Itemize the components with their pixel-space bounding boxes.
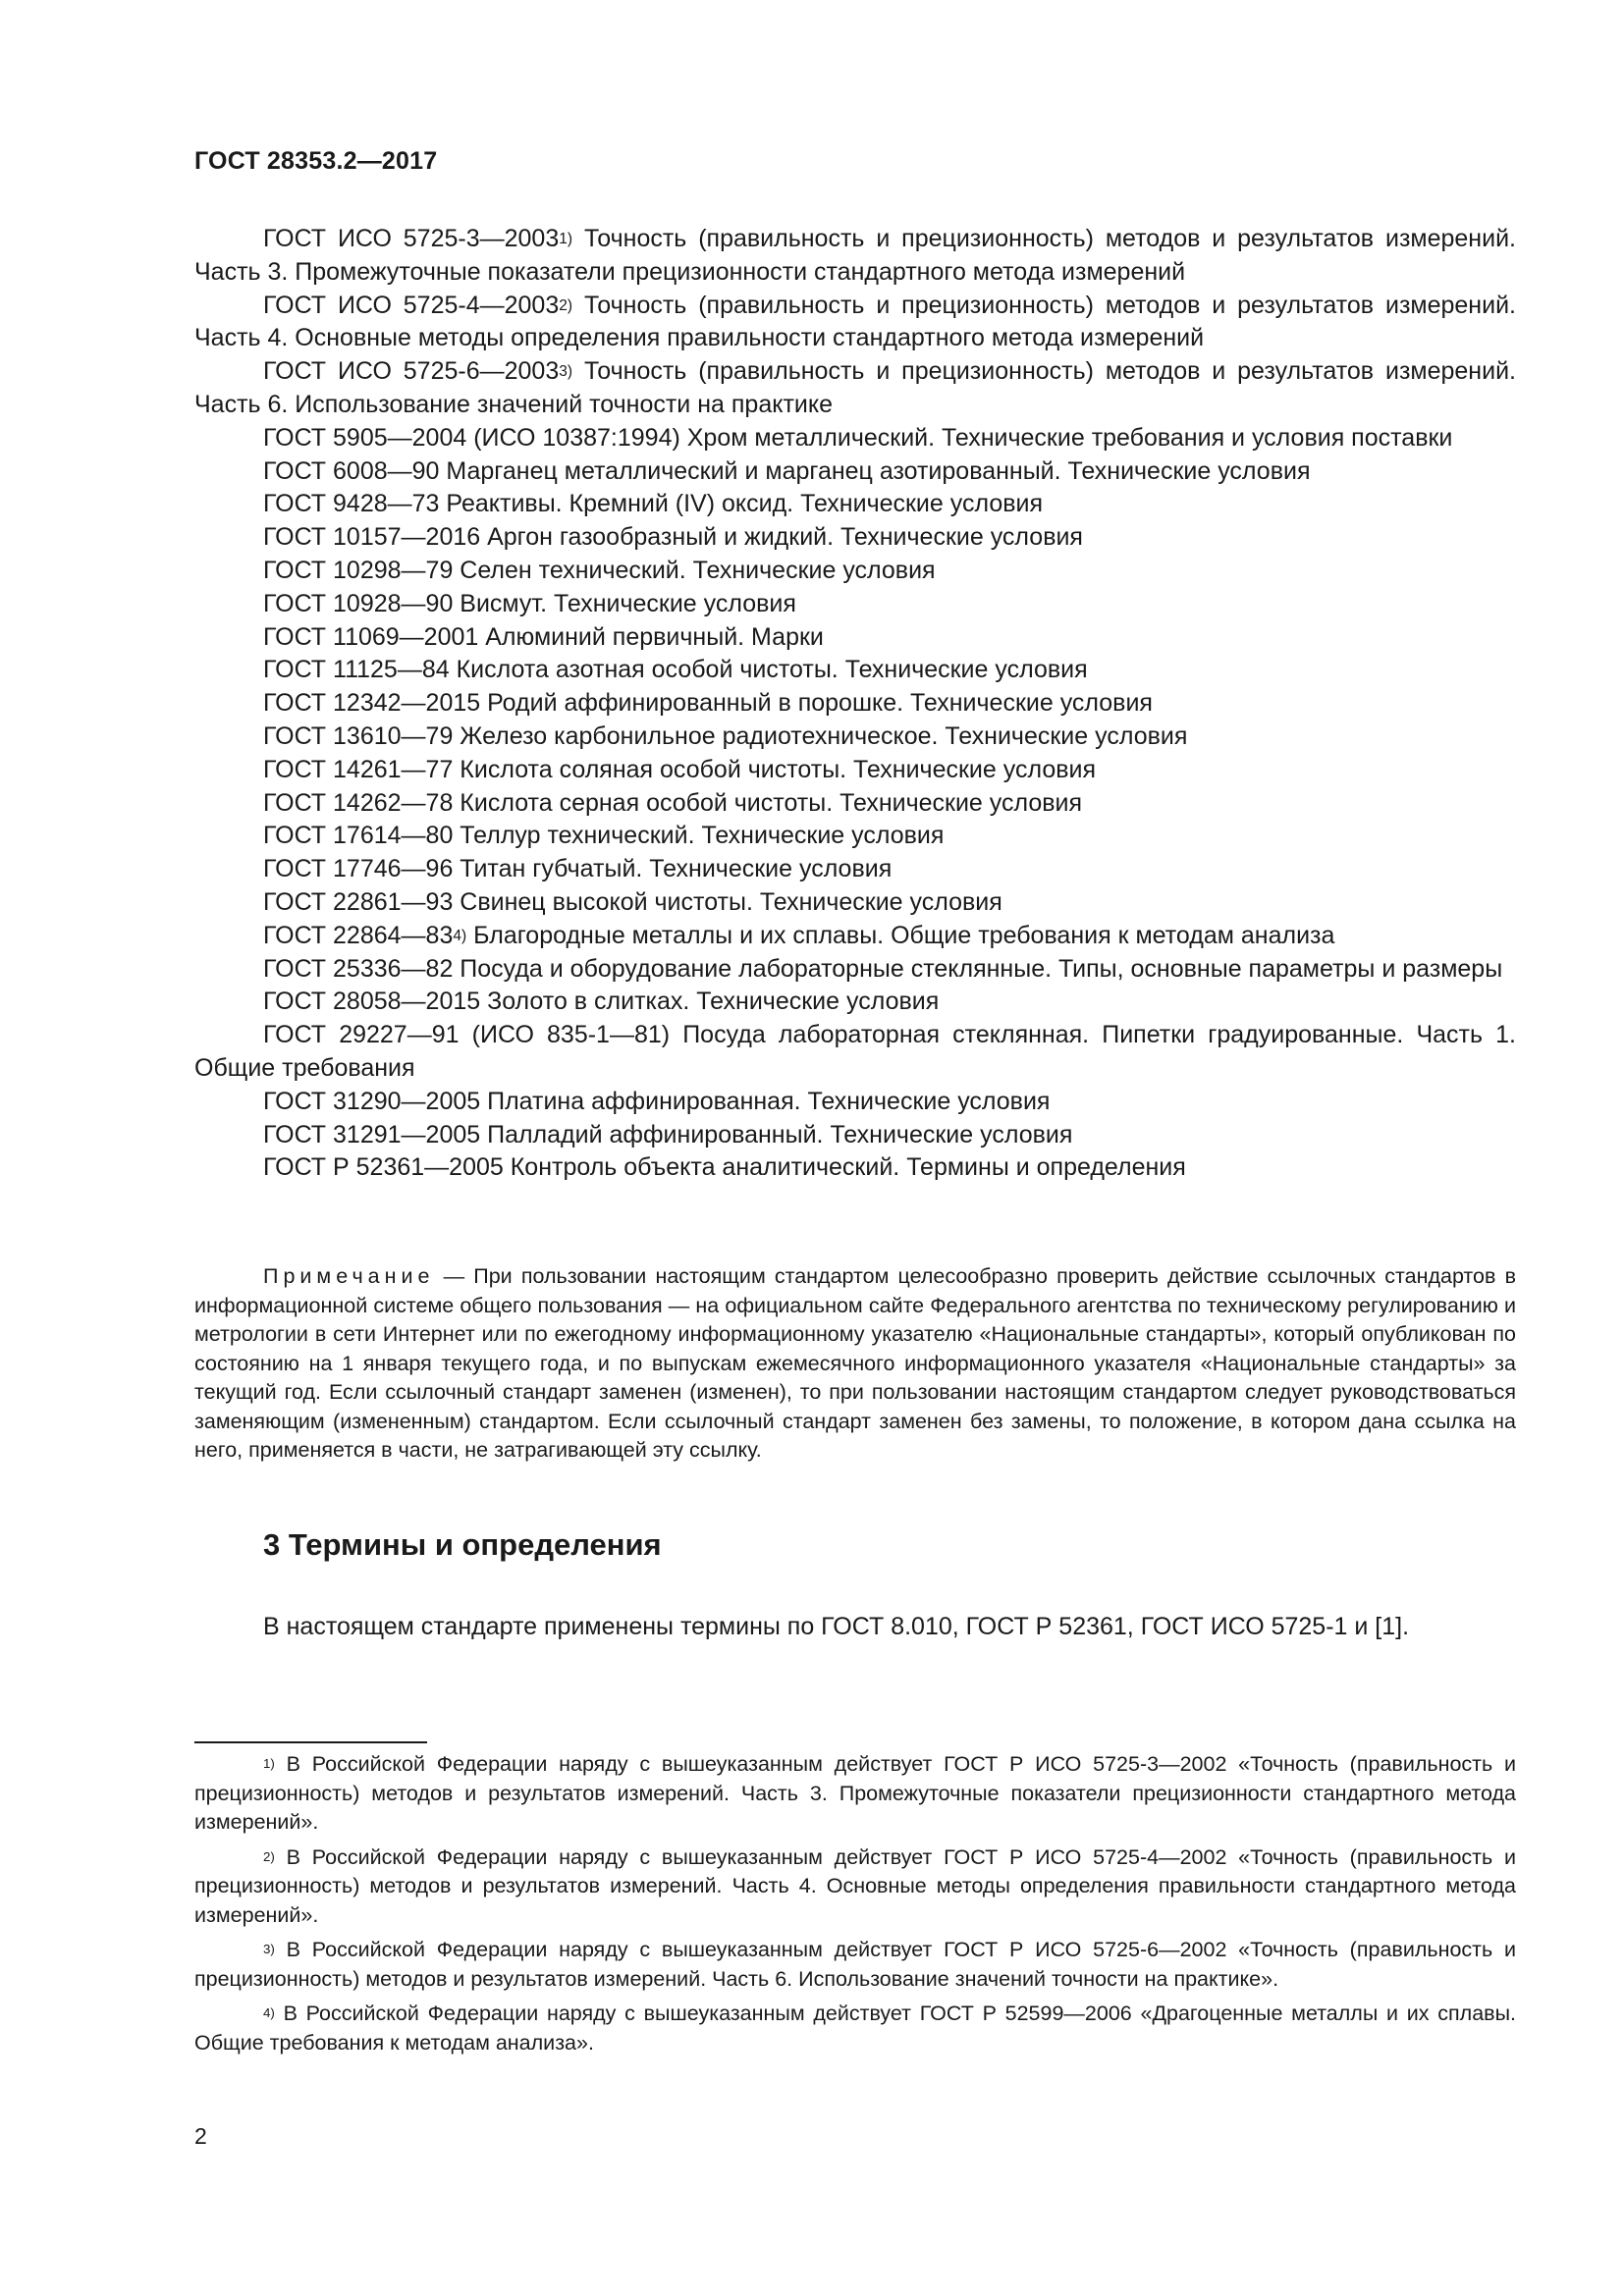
- reference-item: ГОСТ ИСО 5725-6—2003$^{3)}$ Точность (правильность и прецизионность) методов и результатов измерений. Часть 6. Использование значений точности на практике: [194, 357, 1516, 418]
- reference-item: ГОСТ Р 52361—2005 Контроль объекта аналитический. Термины и определения: [263, 1153, 1186, 1182]
- document-header: ГОСТ 28353.2—2017: [194, 147, 438, 175]
- note-text: — При пользовании настоящим стандартом целесообразно проверить действие ссылочных стандартов в информационной системе общего пользования — на официальном сайте Федерального агентства по техническому регулированию и метрологии в сети Интернет или по ежегодному информационному указателю «Национальные стандарты», который опубликован по состоянию на 1 января текущего года, и по выпускам ежемесячного информационного указателя «Национальные стандарты» за текущий год. Если ссылочный стандарт заменен (изменен), то при пользовании настоящим стандартом следует руководствоваться заменяющим (измененным) стандартом. Если ссылочный стандарт заменен без замены, то положение, в котором дана ссылка на него, применяется в части, не затрагивающей эту ссылку.: [194, 1264, 1516, 1462]
- section-body: В настоящем стандарте применены термины по ГОСТ 8.010, ГОСТ Р 52361, ГОСТ ИСО 5725-1 и [1].: [263, 1613, 1410, 1640]
- reference-item: ГОСТ 28058—2015 Золото в слитках. Технические условия: [263, 988, 940, 1016]
- reference-item: ГОСТ 14261—77 Кислота соляная особой чистоты. Технические условия: [263, 755, 1097, 783]
- footnote: $^{3)}$ В Российской Федерации наряду с вышеуказанным действует ГОСТ Р ИСО 5725-6—2002 «Точность (правильность и прецизионность) методов и результатов измерений. Часть 6. Использование значений точности на практике».: [194, 1938, 1516, 1991]
- footnote: $^{2)}$ В Российской Федерации наряду с вышеуказанным действует ГОСТ Р ИСО 5725-4—2002 «Точность (правильность и прецизионность) методов и результатов измерений. Часть 4. Основные методы определения правильности стандартного метода измерений».: [194, 1844, 1516, 1927]
- reference-item: ГОСТ 29227—91 (ИСО 835-1—81) Посуда лабораторная стеклянная. Пипетки градуированные. Часть 1. Общие требования: [194, 1021, 1516, 1082]
- section-title: 3 Термины и определения: [263, 1527, 662, 1562]
- reference-item: ГОСТ 31290—2005 Платина аффинированная. Технические условия: [263, 1087, 1051, 1115]
- reference-item: ГОСТ 13610—79 Железо карбонильное радиотехническое. Технические условия: [263, 721, 1188, 750]
- footnote-marker: 2): [559, 296, 573, 314]
- reference-item: ГОСТ 10157—2016 Аргон газообразный и жидкий. Технические условия: [263, 523, 1083, 552]
- reference-item: ГОСТ 11125—84 Кислота азотная особой чистоты. Технические условия: [263, 656, 1088, 684]
- reference-item: ГОСТ 22861—93 Свинец высокой чистоты. Технические условия: [263, 887, 1002, 916]
- reference-item: ГОСТ 9428—73 Реактивы. Кремний (IV) оксид. Технические условия: [263, 490, 1044, 518]
- reference-item: ГОСТ 6008—90 Марганец металлический и марганец азотированный. Технические условия: [263, 456, 1311, 485]
- reference-item: ГОСТ 22864—83$^{4)}$ Благородные металлы и их сплавы. Общие требования к методам анализа: [263, 921, 1335, 949]
- footnote-mark: 4): [263, 2005, 275, 2021]
- footnote: $^{4)}$ В Российской Федерации наряду с вышеуказанным действует ГОСТ Р 52599—2006 «Драгоценные металлы и их сплавы. Общие требования к методам анализа».: [194, 2002, 1516, 2055]
- footnote-mark: 3): [263, 1942, 275, 1957]
- reference-item: ГОСТ 12342—2015 Родий аффинированный в порошке. Технические условия: [263, 689, 1153, 718]
- footnotes: [194, 1750, 1516, 2063]
- footnote-marker: 4): [453, 927, 467, 944]
- reference-item: ГОСТ 10298—79 Селен технический. Технические условия: [263, 556, 936, 584]
- page-number: 2: [194, 2123, 207, 2149]
- footnote-mark: 1): [263, 1756, 275, 1772]
- footnote: $^{1)}$ В Российской Федерации наряду с вышеуказанным действует ГОСТ Р ИСО 5725-3—2002 «Точность (правильность и прецизионность) методов и результатов измерений. Часть 3. Промежуточные показатели прецизионности стандартного метода измерений».: [194, 1752, 1516, 1834]
- reference-item: ГОСТ 17614—80 Теллур технический. Технические условия: [263, 822, 945, 850]
- reference-item: ГОСТ 14262—78 Кислота серная особой чистоты. Технические условия: [263, 788, 1083, 817]
- references-note: [194, 1262, 1516, 1466]
- reference-item: ГОСТ 5905—2004 (ИСО 10387:1994) Хром металлический. Технические требования и условия поставки: [263, 423, 1453, 452]
- reference-item: ГОСТ 11069—2001 Алюминий первичный. Марки: [263, 622, 824, 651]
- reference-item: ГОСТ ИСО 5725-3—2003$^{1)}$ Точность (правильность и прецизионность) методов и результатов измерений. Часть 3. Промежуточные показатели прецизионности стандартного метода измерений: [194, 225, 1516, 286]
- reference-item: ГОСТ 17746—96 Титан губчатый. Технические условия: [263, 855, 893, 883]
- footnote-marker: 1): [559, 230, 573, 247]
- reference-item: ГОСТ 10928—90 Висмут. Технические условия: [263, 589, 796, 617]
- footnote-marker: 3): [559, 363, 573, 381]
- footnote-separator: [194, 1741, 427, 1743]
- reference-item: ГОСТ ИСО 5725-4—2003$^{2)}$ Точность (правильность и прецизионность) методов и результатов измерений. Часть 4. Основные методы определения правильности стандартного метода измерений: [194, 291, 1516, 352]
- footnote-mark: 2): [263, 1848, 275, 1864]
- normative-references-list: [194, 223, 1516, 1185]
- reference-item: ГОСТ 31291—2005 Палладий аффинированный. Технические условия: [263, 1120, 1073, 1148]
- note-prefix: Примечание: [263, 1264, 435, 1288]
- reference-item: ГОСТ 25336—82 Посуда и оборудование лабораторные стеклянные. Типы, основные параметры и размеры: [263, 954, 1503, 983]
